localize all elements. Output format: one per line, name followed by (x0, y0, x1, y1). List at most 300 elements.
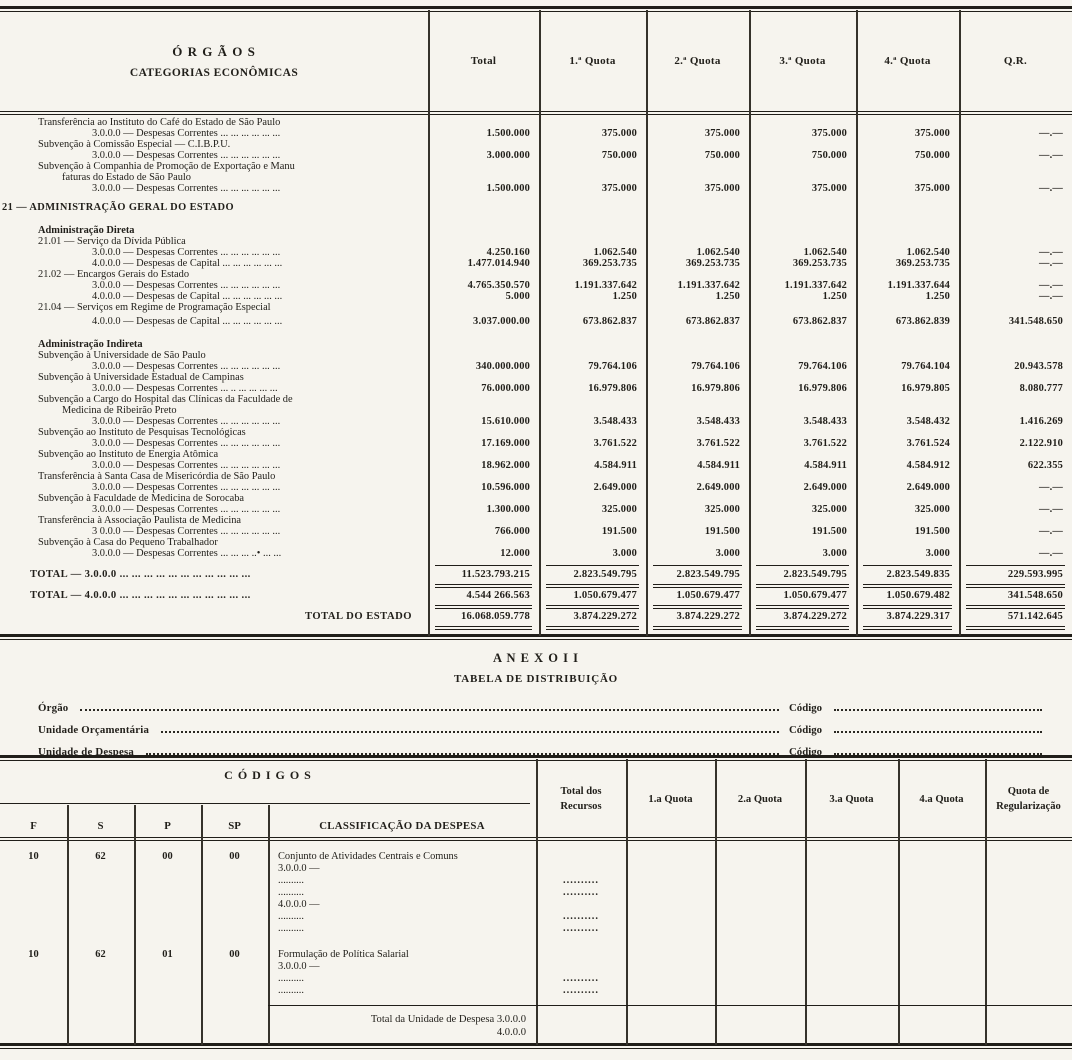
sum-rule (653, 636, 742, 640)
cell-value: 3.874.229.272 (573, 611, 637, 622)
cell-value (959, 302, 1072, 313)
cell-value: 750.000 (704, 150, 740, 161)
cell-value: 16.979.806 (798, 383, 847, 394)
row-label: Subvenção à Comissão Especial — C.I.B.P.U. (38, 139, 231, 150)
cell-value: 2.122.910 (1019, 438, 1063, 449)
code-column-header: SP (228, 819, 241, 832)
sum-rule (756, 636, 849, 640)
cell-value (749, 302, 856, 313)
rule-cell (428, 626, 539, 630)
cell-value (646, 515, 749, 526)
cell-value (539, 269, 646, 280)
cell-value (539, 537, 646, 548)
column-header: Q.R. (1003, 55, 1028, 67)
cell-value (539, 161, 646, 172)
column-header (805, 761, 898, 837)
cell-value: —.— (1039, 504, 1063, 515)
footer-total-line2: 4.0.0.0 (496, 1027, 526, 1038)
table-row (0, 438, 1072, 449)
cell-value (856, 139, 959, 150)
cell-value: 191.500 (601, 526, 637, 537)
cell-value: 1.191.337.642 (784, 280, 847, 291)
dotted-fill-line (80, 709, 779, 711)
cell-value: 1.050.679.477 (573, 590, 637, 601)
row-label: 3.0.0.0 — Despesas Correntes ... ... ... ... ... ... (92, 247, 281, 258)
cell-value (856, 302, 959, 313)
cell-value (856, 405, 959, 416)
table-body (0, 851, 1072, 997)
cell-value (959, 537, 1072, 548)
cell-value (856, 172, 959, 183)
cell-value: 191.500 (704, 526, 740, 537)
cell-sp (201, 887, 268, 899)
cell-value: 340.000.000 (475, 361, 530, 372)
cell-value: 3.000 (822, 548, 847, 559)
cell-s (67, 911, 134, 923)
cell-value (856, 394, 959, 405)
cell-value (646, 537, 749, 548)
cell-value (749, 161, 856, 172)
cell-value: 1.250 (925, 291, 950, 302)
code-column-header: F (30, 819, 37, 832)
cell-total-recursos: .......... (563, 973, 599, 984)
cell-value: 325.000 (601, 504, 637, 515)
cell-total-recursos (536, 961, 626, 973)
cell-value: 4.584.911 (697, 460, 740, 471)
cell-value: 2.823.549.835 (886, 569, 950, 580)
column-header-line: Recursos (560, 801, 602, 812)
anexo-title: A N E X O I I (493, 651, 579, 665)
row-label: 21 — ADMINISTRAÇÃO GERAL DO ESTADO (2, 202, 234, 213)
cell-value (749, 449, 856, 460)
cell-value: 12.000 (500, 548, 530, 559)
cell-sp (201, 899, 268, 911)
classification-column-header: CLASSIFICAÇÃO DA DESPESA (319, 819, 485, 832)
rule-cell (856, 565, 959, 566)
cell-value: 16.979.805 (901, 383, 950, 394)
table-row (0, 416, 1072, 427)
cell-f (0, 985, 67, 997)
cell-value (856, 493, 959, 504)
row-label: 3.0.0.0 — Despesas Correntes ... ... ... ... ... ... (92, 504, 281, 515)
cell-value (646, 225, 749, 236)
row-label: faturas do Estado de São Paulo (62, 172, 191, 183)
cell-value: 375.000 (811, 183, 847, 194)
cell-classification: Conjunto de Atividades Centrais e Comuns (278, 851, 458, 862)
row-label: Subvenção à Faculdade de Medicina de Sorocaba (38, 493, 245, 504)
cell-value (856, 350, 959, 361)
row-label: 3.0.0.0 — Despesas Correntes ... ... ... ... ... ... (92, 438, 281, 449)
cell-value: 79.764.104 (901, 361, 950, 372)
cell-value (428, 202, 539, 213)
cell-value: 766.000 (494, 526, 530, 537)
row-label: 3.0.0.0 — Despesas Correntes ... .. ... ... ... ... (92, 383, 278, 394)
cell-value (539, 202, 646, 213)
cell-value: —.— (1039, 526, 1063, 537)
cell-value: 79.764.106 (798, 361, 847, 372)
cell-value (749, 372, 856, 383)
cell-value: 375.000 (601, 183, 637, 194)
rule-cell (959, 565, 1072, 566)
sum-rule (653, 605, 742, 609)
cell-value (646, 471, 749, 482)
row-label: 3.0.0.0 — Despesas Correntes ... ... ... ... ... ... (92, 361, 281, 372)
cell-value: 3.761.522 (696, 438, 740, 449)
cell-value: 3.548.433 (803, 416, 847, 427)
cell-value (646, 339, 749, 350)
sum-rule (756, 584, 849, 588)
rule-cell (856, 605, 959, 609)
cell-value: —.— (1039, 258, 1063, 269)
rule-cell (749, 636, 856, 640)
cell-value: 79.764.106 (588, 361, 637, 372)
column-header: 4.ª Quota (884, 55, 931, 67)
cell-value (539, 449, 646, 460)
cell-value (749, 394, 856, 405)
sum-rule (863, 636, 952, 640)
cell-value (959, 471, 1072, 482)
row-label: Subvenção à Casa do Pequeno Trabalhador (38, 537, 218, 548)
cell-s (67, 887, 134, 899)
cell-value: 1.300.000 (486, 504, 530, 515)
cell-value (646, 161, 749, 172)
cell-total-recursos (536, 899, 626, 911)
cell-value (428, 471, 539, 482)
row-label: Subvenção a Cargo do Hospital das Clínicas da Faculdade de (38, 394, 293, 405)
sum-rule (966, 626, 1065, 630)
code-label: Código (789, 724, 822, 736)
cell-value (749, 139, 856, 150)
column-header: 3.ª Quota (779, 55, 826, 67)
cell-classification: 4.0.0.0 — (278, 899, 320, 910)
cell-p (134, 863, 201, 875)
table-row (0, 269, 1072, 280)
cell-value (646, 302, 749, 313)
table-row (0, 394, 1072, 405)
cell-value (749, 202, 856, 213)
cell-classification: .......... (278, 887, 304, 898)
cell-value: 375.000 (704, 183, 740, 194)
cell-s (67, 973, 134, 985)
cell-value (539, 427, 646, 438)
row-label: 3.0.0.0 — Despesas Correntes ... ... ... ... ... ... (92, 128, 281, 139)
cell-value: 1.050.679.482 (886, 590, 950, 601)
cell-p: 00 (162, 851, 173, 862)
cell-f (0, 961, 67, 973)
cell-value (959, 449, 1072, 460)
cell-value: 1.062.540 (593, 247, 637, 258)
table-row (0, 383, 1072, 394)
cell-value (856, 225, 959, 236)
cell-value: 10.596.000 (481, 482, 530, 493)
table-row (0, 610, 1072, 623)
cell-value: 1.416.269 (1019, 416, 1063, 427)
cell-value: 5.000 (505, 291, 530, 302)
cell-value (428, 225, 539, 236)
cell-value: 673.862.837 (792, 316, 847, 327)
cell-value: 20.943.578 (1014, 361, 1063, 372)
cell-value: 750.000 (914, 150, 950, 161)
column-header-line: 4.a Quota (919, 793, 964, 805)
cell-s (67, 923, 134, 935)
rule-cell (749, 605, 856, 609)
cell-value (959, 117, 1072, 128)
row-label: 3.0.0.0 — Despesas Correntes ... ... ... ... ... ... (92, 150, 281, 161)
cell-total-recursos (536, 949, 626, 961)
row-label: TOTAL DO ESTADO (305, 611, 412, 622)
column-header: 1.ª Quota (569, 55, 616, 67)
cell-value (428, 372, 539, 383)
cell-total-recursos: .......... (563, 923, 599, 934)
table-row (0, 405, 1072, 416)
cell-value (646, 427, 749, 438)
column-header: Total (470, 55, 497, 67)
table-row (0, 973, 1072, 985)
code-column-header: P (164, 819, 171, 832)
cell-s (67, 899, 134, 911)
row-label: Subvenção ao Instituto de Pesquisas Tecnológicas (38, 427, 246, 438)
sum-rule (863, 626, 952, 630)
row-label: 3.0.0.0 — Despesas Correntes ... ... ... ... ... ... (92, 482, 281, 493)
column-header (626, 761, 715, 837)
header-orgaos (0, 44, 428, 79)
cell-value: 1.191.337.642 (677, 280, 740, 291)
table-row (0, 427, 1072, 438)
table-row (0, 316, 1072, 327)
cell-value (428, 161, 539, 172)
row-label: 4.0.0.0 — Despesas de Capital ... ... ... ... ... ... (92, 258, 283, 269)
cell-value: 325.000 (811, 504, 847, 515)
cell-total-recursos: .......... (563, 911, 599, 922)
cell-value (959, 394, 1072, 405)
table-row (0, 128, 1072, 139)
cell-value (749, 537, 856, 548)
table-row (0, 202, 1072, 213)
field-label: Órgão (38, 702, 69, 714)
code-label: Código (789, 746, 822, 758)
cell-value: 3.874.229.272 (783, 611, 847, 622)
table-row (0, 568, 1072, 581)
row-label: 21.01 — Serviço da Dívida Pública (38, 236, 186, 247)
cell-value (749, 339, 856, 350)
cell-value: 3.000 (612, 548, 637, 559)
row-label: Subvenção à Universidade Estadual de Campinas (38, 372, 244, 383)
cell-value (856, 339, 959, 350)
cell-value (539, 236, 646, 247)
anexo-field-row (0, 714, 1072, 736)
cell-value (428, 515, 539, 526)
cell-value (428, 537, 539, 548)
cell-value: 375.000 (811, 128, 847, 139)
table-row (0, 504, 1072, 515)
cell-f: 10 (28, 949, 39, 960)
cell-value (749, 405, 856, 416)
cell-classification: .......... (278, 923, 304, 934)
sum-rule (546, 565, 639, 566)
row-label: 3.0.0.0 — Despesas Correntes ... ... ... ... ... ... (92, 183, 281, 194)
row-label: Transferência ao Instituto do Café do Estado de São Paulo (38, 117, 281, 128)
column-header (715, 761, 805, 837)
cell-value (539, 302, 646, 313)
cell-value (428, 405, 539, 416)
cell-sp (201, 923, 268, 935)
cell-value: 4.584.912 (906, 460, 950, 471)
anexo-fields (0, 692, 1072, 758)
cell-value: 229.593.995 (1007, 569, 1063, 580)
rule-cell (539, 584, 646, 588)
table-row (0, 460, 1072, 471)
cell-sp: 00 (229, 851, 240, 862)
cell-value: 8.080.777 (1019, 383, 1063, 394)
cell-sp (201, 961, 268, 973)
cell-value (539, 117, 646, 128)
cell-value (539, 372, 646, 383)
cell-value (959, 339, 1072, 350)
cell-value: 1.191.337.642 (574, 280, 637, 291)
table-row (0, 150, 1072, 161)
cell-classification: 3.0.0.0 — (278, 961, 320, 972)
cell-value: 1.050.679.477 (783, 590, 847, 601)
cell-value: 369.253.735 (895, 258, 950, 269)
sum-rule (546, 626, 639, 630)
cell-f (0, 863, 67, 875)
anexo-field-row (0, 692, 1072, 714)
cell-value (856, 372, 959, 383)
row-label: Administração Direta (38, 225, 135, 236)
sum-rule (966, 636, 1065, 640)
cell-value: —.— (1039, 291, 1063, 302)
column-header-line: 1.a Quota (648, 793, 693, 805)
cell-value: 4.250.160 (486, 247, 530, 258)
row-label: Subvenção à Companhia de Promoção de Exportação e Manu (38, 161, 295, 172)
table-row (0, 225, 1072, 236)
rule-cell (856, 584, 959, 588)
cell-value: —.— (1039, 482, 1063, 493)
cell-value (428, 139, 539, 150)
rule-cell (959, 584, 1072, 588)
table-row (0, 302, 1072, 313)
cell-value (428, 449, 539, 460)
row-label: TOTAL — 4.0.0.0 ... ... ... ... ... ... ... ... ... ... ... (30, 590, 251, 601)
rule-cell (428, 636, 539, 640)
cell-classification: 3.0.0.0 — (278, 863, 320, 874)
rule-cell (428, 565, 539, 566)
table-row (0, 183, 1072, 194)
cell-value: 369.253.735 (582, 258, 637, 269)
cell-p (134, 973, 201, 985)
dotted-code-line (834, 731, 1042, 733)
cell-value: 3.874.229.272 (676, 611, 740, 622)
row-label: Subvenção ao Instituto de Energia Atômica (38, 449, 219, 460)
cell-value (646, 493, 749, 504)
rule-cell (428, 584, 539, 588)
cell-value: 369.253.735 (792, 258, 847, 269)
cell-value (428, 394, 539, 405)
cell-value: 1.050.679.477 (676, 590, 740, 601)
cell-value: 2.823.549.795 (783, 569, 847, 580)
cell-value (646, 394, 749, 405)
sum-rule (435, 636, 532, 640)
row-label: 4.0.0.0 — Despesas de Capital ... ... ... ... ... ... (92, 316, 283, 327)
cell-value: 1.062.540 (696, 247, 740, 258)
code-label: Código (789, 702, 822, 714)
cell-f (0, 911, 67, 923)
cell-value (539, 339, 646, 350)
cell-value: 1.250 (715, 291, 740, 302)
cell-value (749, 236, 856, 247)
table-row (0, 339, 1072, 350)
table-row (0, 161, 1072, 172)
cell-value: 2.649.000 (906, 482, 950, 493)
cell-value: 2.649.000 (803, 482, 847, 493)
cell-value: 3.000.000 (486, 150, 530, 161)
cell-value (539, 515, 646, 526)
cell-value: 76.000.000 (481, 383, 530, 394)
cell-value (646, 172, 749, 183)
column-header: 2.ª Quota (674, 55, 721, 67)
cell-value: 3.037.000.00 (473, 316, 530, 327)
cell-value: 1.250 (822, 291, 847, 302)
cell-value (959, 225, 1072, 236)
codigos-header: C Ó D I G O S (224, 768, 312, 782)
sum-rule (653, 565, 742, 566)
column-header (898, 761, 985, 837)
cell-f (0, 973, 67, 985)
cell-value (959, 515, 1072, 526)
cell-value: 375.000 (914, 128, 950, 139)
row-label: 3.0.0.0 — Despesas Correntes ... ... ... ... ... ... (92, 280, 281, 291)
field-label: Unidade Orçamentária (38, 724, 150, 736)
cell-p (134, 961, 201, 973)
cell-value (749, 117, 856, 128)
cell-value: 1.500.000 (486, 183, 530, 194)
cell-f: 10 (28, 851, 39, 862)
cell-value: —.— (1039, 247, 1063, 258)
cell-value: 2.823.549.795 (676, 569, 740, 580)
rule-cell (749, 565, 856, 566)
code-column-header: S (97, 819, 104, 832)
rule-cell (959, 636, 1072, 640)
table-row (0, 449, 1072, 460)
cell-value (959, 269, 1072, 280)
column-header-line: 3.a Quota (829, 793, 874, 805)
row-label: Transferência à Santa Casa de Misericórdia de São Paulo (38, 471, 276, 482)
rule-cell (646, 565, 749, 566)
table-row (0, 899, 1072, 911)
cell-s (67, 875, 134, 887)
table-row (0, 911, 1072, 923)
cell-value (749, 493, 856, 504)
cell-value: 15.610.000 (481, 416, 530, 427)
sum-rule (435, 626, 532, 630)
cell-p (134, 985, 201, 997)
cell-value (959, 236, 1072, 247)
table-row (0, 139, 1072, 150)
field-label: Unidade de Despesa (38, 746, 134, 758)
cell-value (539, 350, 646, 361)
table-row (0, 537, 1072, 548)
rule-cell (539, 626, 646, 630)
table-row (0, 923, 1072, 935)
sum-rule-row (0, 625, 1072, 631)
rule-cell (539, 605, 646, 609)
sum-rule (966, 565, 1065, 566)
cell-value: 3.761.522 (803, 438, 847, 449)
cell-value: 2.823.549.795 (573, 569, 637, 580)
cell-value (749, 225, 856, 236)
cell-p (134, 911, 201, 923)
cell-value (856, 269, 959, 280)
